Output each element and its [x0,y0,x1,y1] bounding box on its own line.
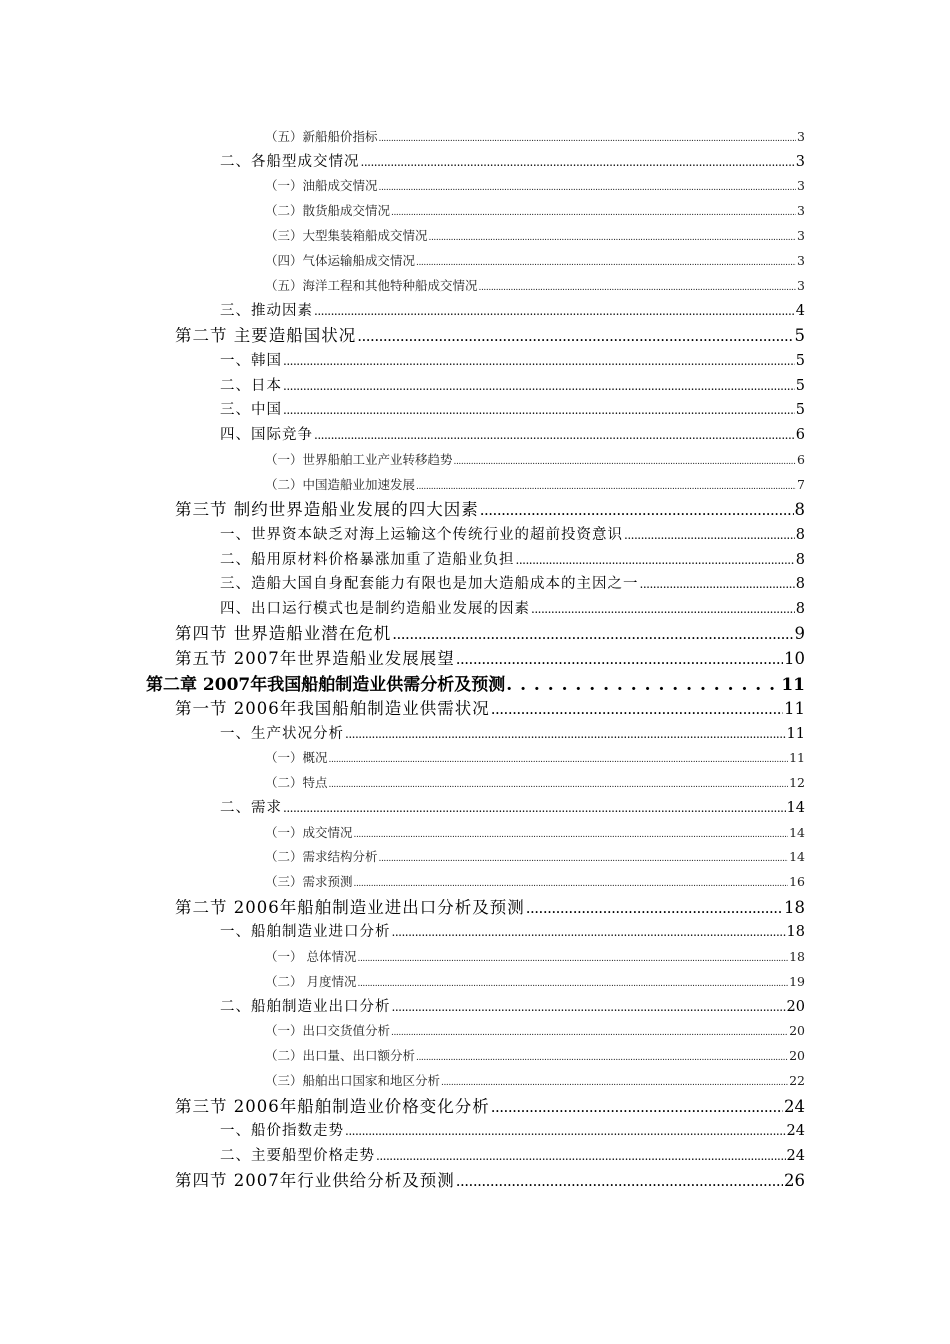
toc-dot-leader [456,1172,783,1190]
toc-entry-title: （一）成交情况 [265,824,353,840]
toc-entry-title: 第二节 2006年船舶制造业进出口分析及预测 [175,897,525,917]
toc-dot-leader [357,954,788,964]
toc-entry-page-number: 8 [794,500,805,520]
toc-entry-title: （三）船舶出口国家和地区分析 [265,1073,441,1089]
toc-entry-page-number: 6 [797,451,805,467]
toc-entry-page-number: 11 [781,674,805,695]
toc-entry-title: （二）需求结构分析 [265,849,378,865]
toc-dot-leader [456,650,783,668]
toc-entry[interactable] [146,670,805,695]
toc-dot-leader [516,553,795,567]
toc-entry-page-number: 20 [786,998,805,1015]
toc-dot-leader [379,854,789,864]
toc-entry-page-number: 19 [789,973,805,989]
toc-entry[interactable] [220,349,805,370]
toc-dot-leader [491,1098,783,1116]
toc-entry-title: 第二章 2007年我国船舶制造业供需分析及预测 [146,674,506,695]
toc-entry-page-number: 3 [797,128,805,144]
toc-entry-page-number: 11 [784,699,805,719]
toc-dot-leader [354,879,789,889]
toc-dot-leader [345,727,786,741]
toc-entry-title: 四、国际竞争 [220,427,313,444]
toc-dot-leader [531,602,795,616]
toc-dot-leader [379,183,797,193]
toc-entry-title: 四、出口运行模式也是制约造船业发展的因素 [220,601,530,618]
toc-entry-page-number: 8 [795,526,805,543]
toc-dot-leader [416,482,796,492]
toc-dot-leader [329,780,789,790]
toc-entry-page-number: 8 [795,576,805,593]
toc-entry[interactable] [175,645,805,669]
toc-dot-leader [357,327,793,345]
toc-entry-title: 第四节 2007年行业供给分析及预测 [175,1171,455,1191]
toc-dot-leader [441,1078,788,1088]
toc-entry-title: 第二节 主要造船国状况 [175,326,357,346]
toc-entry[interactable] [265,201,805,219]
toc-entry-title: 三、造船大国自身配套能力有限也是加大造船成本的主因之一 [220,576,639,593]
toc-entry-page-number: 3 [797,253,805,268]
toc-entry-page-number: 5 [795,377,805,394]
toc-dot-leader [526,899,783,917]
toc-entry[interactable] [175,1093,805,1117]
toc-entry-title: （五）海洋工程和其他特种船成交情况 [265,277,478,293]
toc-entry-title: （一）油船成交情况 [265,178,378,194]
toc-entry-page-number: 18 [786,924,805,941]
toc-entry-title: 二、需求 [220,800,282,817]
toc-entry[interactable] [220,374,805,395]
toc-dot-leader [454,457,797,467]
toc-entry-page-number: 11 [789,750,805,765]
toc-entry-title: （一）出口交货值分析 [265,1023,391,1039]
toc-entry[interactable] [265,847,805,865]
toc-dot-leader [283,379,795,393]
toc-entry[interactable] [265,450,805,468]
toc-entry-page-number: 16 [789,874,805,890]
toc-entry[interactable] [175,496,805,520]
toc-entry[interactable] [265,773,805,791]
toc-entry-page-number: 5 [795,402,805,419]
toc-entry[interactable] [265,276,805,294]
toc-dot-leader [391,208,796,218]
toc-entry[interactable] [265,176,805,194]
toc-entry-page-number: 3 [795,153,805,170]
toc-entry-page-number: 20 [789,1048,805,1064]
toc-entry[interactable] [220,722,805,743]
toc-entry[interactable] [220,920,805,941]
toc-dot-leader [314,304,795,318]
toc-entry-title: 第一节 2006年我国船舶制造业供需状况 [175,699,490,719]
toc-dot-leader [283,354,795,368]
toc-entry-title: 第五节 2007年世界造船业发展展望 [175,649,455,669]
toc-entry-title: 二、船舶制造业出口分析 [220,998,391,1015]
toc-dot-leader [357,979,788,989]
toc-entry[interactable] [265,823,805,841]
toc-dot-leader [376,1149,786,1163]
toc-dot-leader [379,134,797,144]
toc-entry-page-number: 3 [797,277,805,293]
toc-dot-leader [506,675,780,695]
toc-entry-title: （二）中国造船业加速发展 [265,476,416,492]
toc-entry-page-number: 5 [795,352,805,369]
toc-dot-leader [491,700,783,718]
toc-entry-page-number: 20 [789,1023,805,1039]
toc-entry[interactable] [220,548,805,569]
toc-entry[interactable] [175,1167,805,1191]
toc-entry[interactable] [265,872,805,890]
toc-entry-title: （三）大型集装箱船成交情况 [265,228,428,244]
toc-entry[interactable] [220,1119,805,1140]
toc-entry-title: 一、船舶制造业进口分析 [220,924,391,941]
toc-entry-title: 一、船价指数走势 [220,1123,344,1140]
toc-entry-title: 一、韩国 [220,352,282,369]
toc-entry[interactable] [265,475,805,493]
toc-entry-page-number: 24 [786,1147,805,1164]
toc-entry-title: （一）世界船舶工业产业转移趋势 [265,451,453,467]
toc-entry[interactable] [220,398,805,419]
toc-entry[interactable] [175,695,805,719]
toc-entry[interactable] [220,572,805,593]
toc-entry-page-number: 6 [795,427,805,444]
toc-entry-page-number: 10 [784,649,805,669]
toc-dot-leader [429,233,797,243]
toc-entry[interactable] [265,1021,805,1039]
toc-entry-title: （三）需求预测 [265,874,353,890]
toc-entry-page-number: 7 [797,476,805,492]
toc-entry-page-number: 24 [786,1123,805,1140]
toc-entry-title: 第三节 制约世界造船业发展的四大因素 [175,500,479,520]
toc-dot-leader [283,801,786,815]
toc-entry-page-number: 26 [784,1171,805,1191]
toc-entry[interactable] [175,620,805,644]
toc-entry-title: （五）新船船价指标 [265,128,378,144]
toc-entry-page-number: 14 [789,849,805,865]
toc-entry-page-number: 12 [789,774,805,790]
toc-dot-leader [416,258,796,268]
toc-entry-title: 一、世界资本缺乏对海上运输这个传统行业的超前投资意识 [220,526,623,543]
toc-entry[interactable] [220,299,805,320]
toc-entry-page-number: 14 [786,800,805,817]
toc-entry[interactable] [265,748,805,766]
toc-entry-title: （二）特点 [265,774,328,790]
toc-dot-leader [392,925,786,939]
toc-entry-page-number: 24 [784,1096,805,1116]
toc-entry[interactable] [220,1144,805,1165]
toc-entry[interactable] [265,251,805,269]
toc-entry[interactable] [175,894,805,918]
toc-entry-title: （二）出口量、出口额分析 [265,1048,416,1064]
toc-entry-page-number: 11 [786,725,805,742]
toc-entry-page-number: 3 [797,228,805,244]
toc-entry[interactable] [220,995,805,1016]
toc-entry-title: （一） 总体情况 [265,948,357,964]
toc-entry-page-number: 3 [797,203,805,219]
toc-dot-leader [392,625,793,643]
toc-entry-title: （二） 月度情况 [265,973,357,989]
toc-entry-title: 二、船用原材料价格暴涨加重了造船业负担 [220,551,515,568]
toc-entry[interactable] [220,523,805,544]
toc-dot-leader [624,528,795,542]
toc-entry-title: （一）概况 [265,750,328,765]
toc-entry[interactable] [265,1071,805,1089]
toc-entry[interactable] [220,423,805,444]
toc-entry[interactable] [265,1046,805,1064]
toc-dot-leader [361,155,795,169]
toc-entry[interactable] [265,947,805,965]
toc-entry-title: （二）散货船成交情况 [265,203,391,219]
toc-dot-leader [314,428,795,442]
toc-entry[interactable] [220,796,805,817]
toc-entry-title: 第三节 2006年船舶制造业价格变化分析 [175,1096,490,1116]
toc-entry-page-number: 8 [795,551,805,568]
toc-dot-leader [416,1053,788,1063]
toc-dot-leader [345,1124,786,1138]
toc-entry-page-number: 8 [795,601,805,618]
toc-entry-page-number: 14 [789,824,805,840]
toc-entry[interactable] [265,972,805,990]
toc-entry-page-number: 9 [794,624,805,644]
toc-dot-leader [479,283,797,293]
toc-entry[interactable] [265,226,805,244]
toc-entry-page-number: 18 [789,948,805,964]
toc-entry-title: 二、日本 [220,377,282,394]
toc-entry-title: （四）气体运输船成交情况 [265,253,416,268]
toc-dot-leader [640,577,795,591]
toc-dot-leader [480,501,794,519]
toc-entry-page-number: 4 [795,303,805,320]
toc-entry[interactable] [175,322,805,346]
toc-entry-title: 二、各船型成交情况 [220,153,360,170]
toc-dot-leader [391,1028,788,1038]
toc-entry-page-number: 18 [784,897,805,917]
toc-entry[interactable] [220,597,805,618]
toc-dot-leader [392,1000,786,1014]
toc-entry-page-number: 22 [789,1073,805,1089]
toc-dot-leader [329,755,789,765]
toc-dot-leader [354,830,789,840]
toc-entry-title: 三、推动因素 [220,303,313,320]
toc-entry-title: 三、中国 [220,402,282,419]
toc-entry-title: 第四节 世界造船业潜在危机 [175,624,392,644]
toc-entry-page-number: 5 [794,326,805,346]
toc-entry-title: 一、生产状况分析 [220,725,344,742]
toc-entry[interactable] [265,127,805,145]
toc-entry-page-number: 3 [797,178,805,194]
toc-entry-title: 二、主要船型价格走势 [220,1147,375,1164]
toc-entry[interactable] [220,150,805,171]
toc-dot-leader [283,403,795,417]
